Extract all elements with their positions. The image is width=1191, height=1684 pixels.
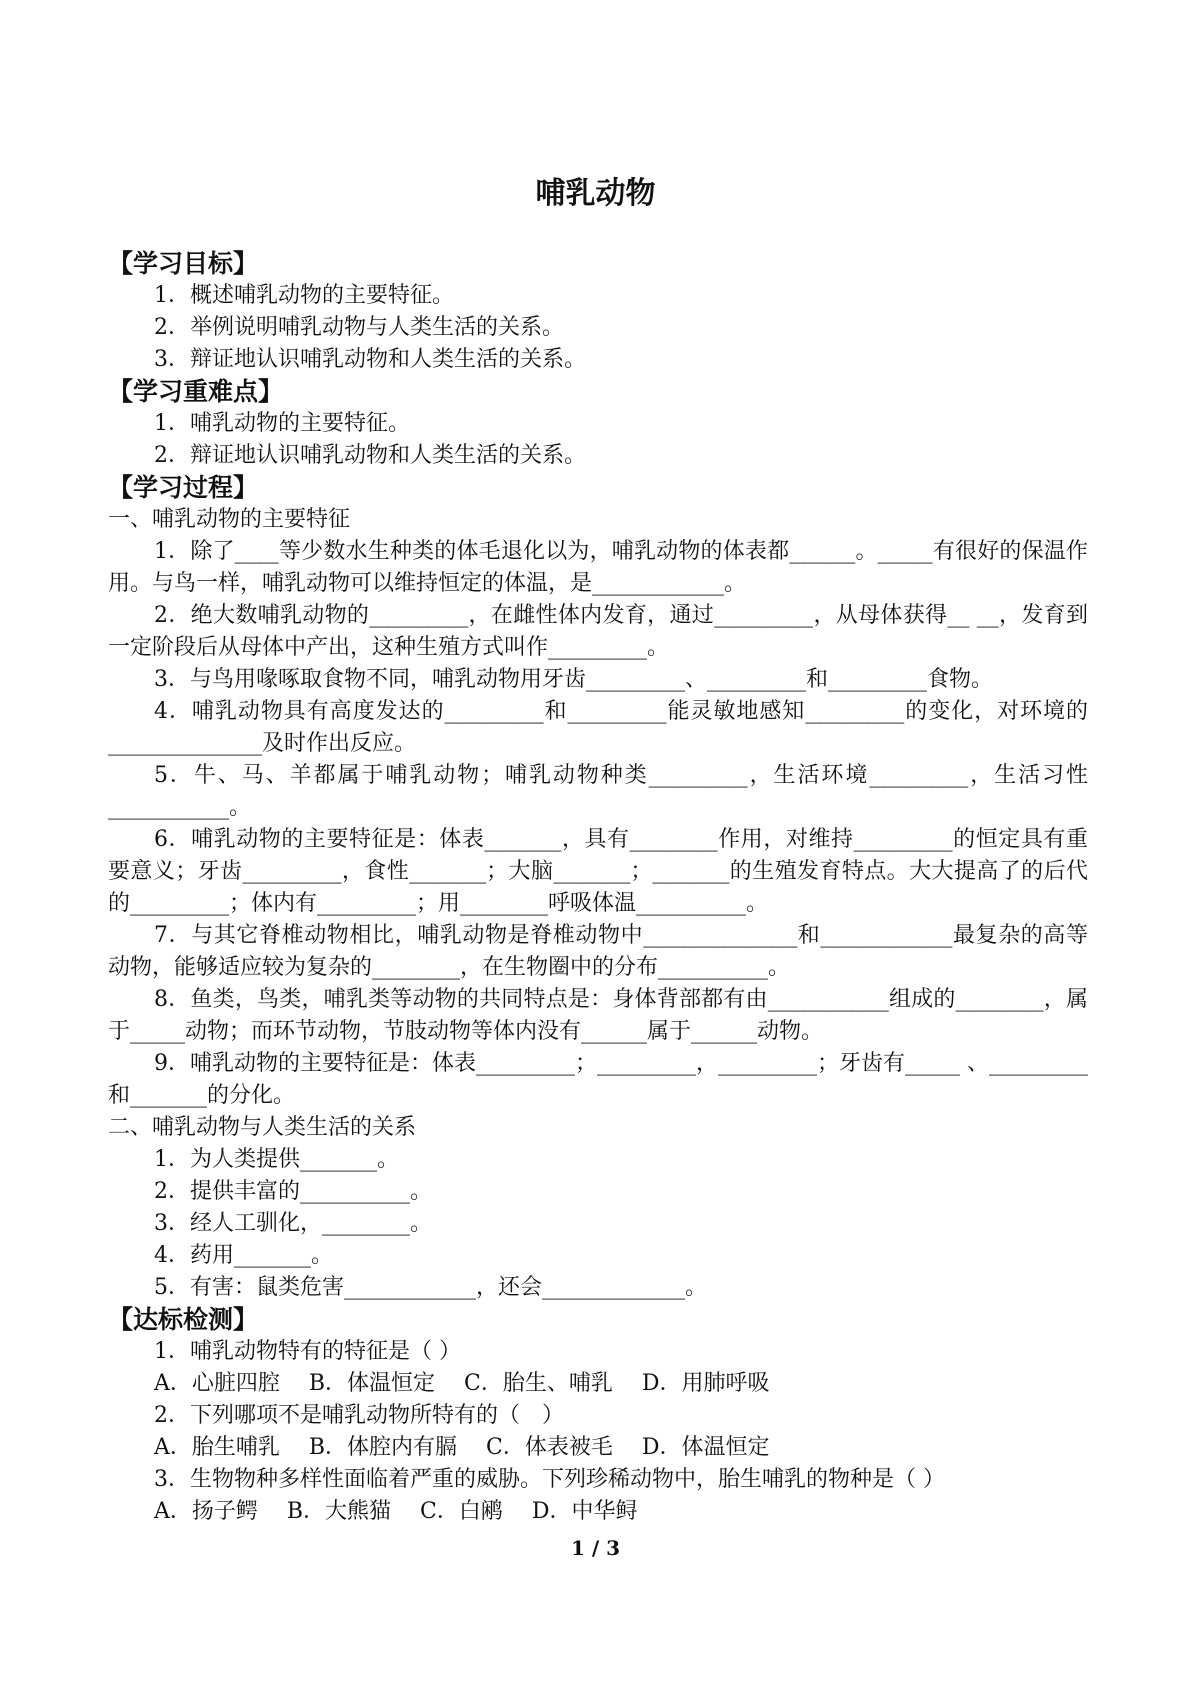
heading-goals: 【学习目标】 [108,249,259,278]
question-paragraph: 4．哺乳动物具有高度发达的_________和_________能灵敏地感知_________的变化，对环境的______________及时作出反应。 [108,699,1088,756]
question-paragraph: 5．牛、马、羊都属于哺乳动物；哺乳动物种类_________，生活环境_________，生活习性___________。 [108,763,1088,820]
part2-title: 二、哺乳动物与人类生活的关系 [108,1115,417,1140]
document-body [108,248,1088,1528]
relation-item: 1．为人类提供_______。 [154,1147,399,1172]
relation-item: 5．有害：鼠类危害____________，还会_____________。 [154,1275,707,1300]
key-point-item: 1．哺乳动物的主要特征。 [154,411,410,436]
question-paragraph: 2．绝大数哺乳动物的_________，在雌性体内发育，通过_________，从母体获得__ __，发育到一定阶段后从母体中产出，这种生殖方式叫作_________。 [108,603,1088,660]
question-paragraph: 3．与鸟用喙啄取食物不同，哺乳动物用牙齿_________、_________和_________食物。 [154,667,993,692]
question-paragraph: 9．哺乳动物的主要特征是：体表_________；_________，_________；牙齿有_____ 、_________和_______的分化。 [108,1051,1088,1108]
test-question: 2．下列哪项不是哺乳动物所特有的（ ） [154,1403,564,1428]
relation-item: 2．提供丰富的__________。 [154,1179,432,1204]
question-paragraph: 1．除了____等少数水生种类的体毛退化以为，哺乳动物的体表都______。_____有很好的保温作用。与鸟一样，哺乳动物可以维持恒定的体温，是____________。 [108,539,1088,596]
goal-item: 1．概述哺乳动物的主要特征。 [154,283,454,308]
test-options: A．胎生哺乳 B．体腔内有膈 C．体表被毛 D．体温恒定 [154,1435,770,1460]
relation-item: 3．经人工驯化，________。 [154,1211,432,1236]
question-paragraph: 6．哺乳动物的主要特征是：体表_______，具有________作用，对维持_________的恒定具有重要意义；牙齿_________，食性_______；大脑_______；_______的生殖发育特点。大大提高了的后代的_________；体内有_________；用________呼吸体温__________。 [108,827,1088,916]
goal-item: 2．举例说明哺乳动物与人类生活的关系。 [154,315,564,340]
question-paragraph: 8．鱼类，鸟类，哺乳类等动物的共同特点是：身体背部都有由___________组成的________，属于_____动物；而环节动物，节肢动物等体内没有______属于______动物。 [108,987,1088,1044]
page-title: 哺乳动物 [535,176,656,211]
heading-key-points: 【学习重难点】 [108,377,284,406]
test-options: A．扬子鳄 B．大熊猫 C．白鹇 D．中华鲟 [154,1499,638,1524]
test-options: A．心脏四腔 B．体温恒定 C．胎生、哺乳 D．用肺呼吸 [154,1371,770,1396]
test-question: 3．生物物种多样性面临着严重的威胁。下列珍稀动物中，胎生哺乳的物种是（ ） [154,1467,945,1492]
heading-process: 【学习过程】 [108,473,259,502]
heading-test: 【达标检测】 [108,1305,259,1334]
test-question: 1．哺乳动物特有的特征是（ ） [154,1339,461,1364]
relation-item: 4．药用_______。 [154,1243,333,1268]
page-number: 1 / 3 [570,1536,621,1560]
key-point-item: 2．辩证地认识哺乳动物和人类生活的关系。 [154,443,586,468]
part1-title: 一、哺乳动物的主要特征 [108,507,351,532]
question-paragraph: 7．与其它脊椎动物相比，哺乳动物是脊椎动物中______________和____________最复杂的高等动物，能够适应较为复杂的________，在生物圈中的分布__________。 [108,923,1088,980]
goal-item: 3．辩证地认识哺乳动物和人类生活的关系。 [154,347,586,372]
